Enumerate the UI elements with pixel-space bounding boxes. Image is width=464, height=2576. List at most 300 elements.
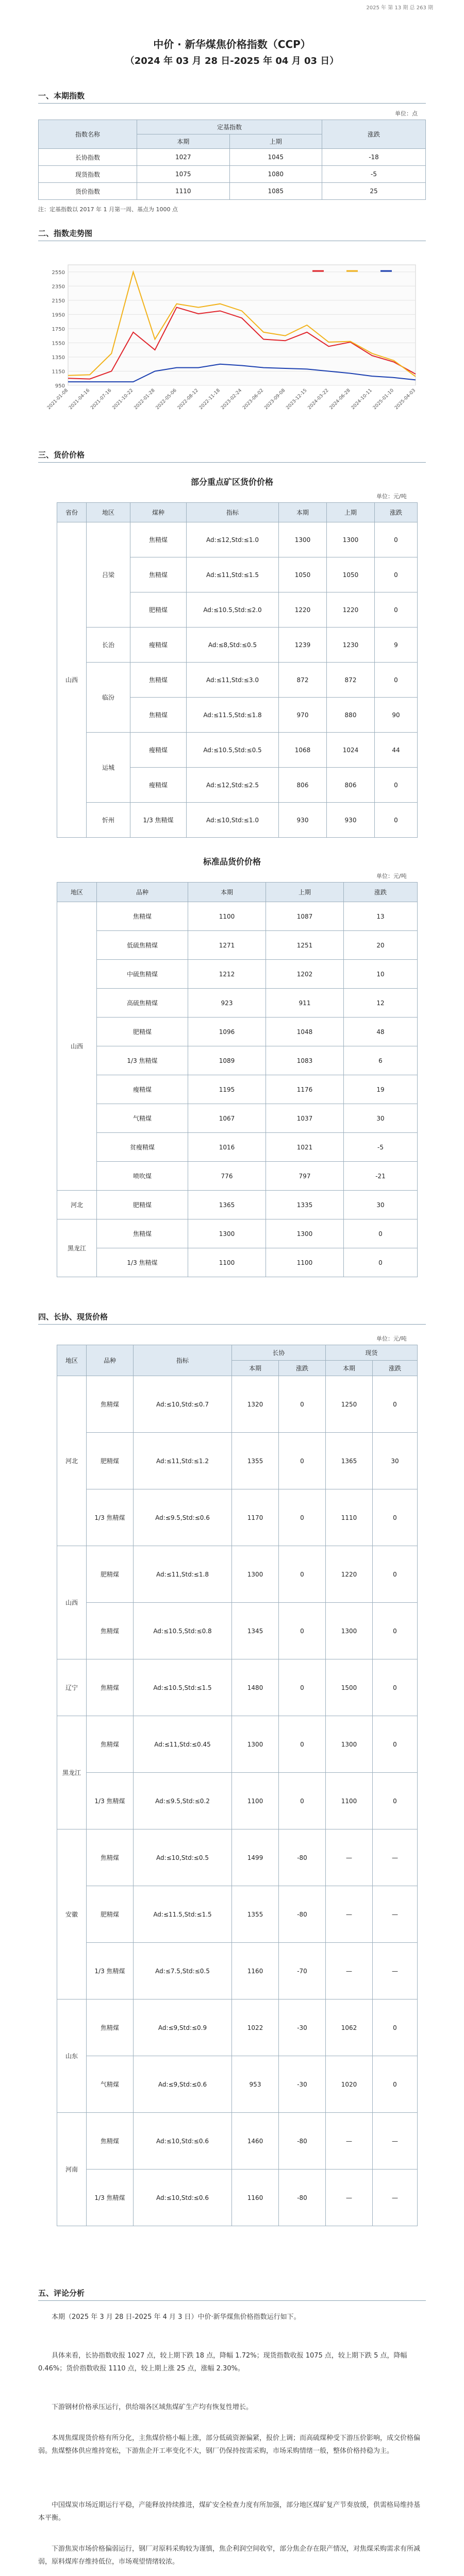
col-contract-current: 本期 [232,1361,279,1376]
variety-cell: 中硫焦精煤 [97,960,188,989]
variety-cell: 焦精煤 [87,1659,134,1716]
variety-cell: 焦精煤 [87,1716,134,1773]
col-variety: 品种 [97,883,188,902]
spot-current-cell: 1220 [326,1546,373,1603]
change-cell: 0 [375,592,418,628]
standard-table-unit: 单位：元/吨 [376,873,407,879]
previous-cell: 1087 [266,902,344,931]
previous-cell: 1202 [266,960,344,989]
table-row [39,149,426,166]
index-change: 25 [322,183,426,200]
change-cell: 48 [344,1018,418,1046]
contract-change-cell: -70 [279,1943,326,1999]
table-row [57,1018,418,1046]
spec-cell: Ad:≤11,Std:≤3.0 [187,663,279,698]
x-tick-label: 2024-03-22 [307,388,330,411]
col-contract-change: 涨跌 [279,1361,326,1376]
change-cell: 90 [375,698,418,733]
x-tick-label: 2024-06-28 [328,388,352,411]
change-cell: 0 [344,1248,418,1277]
contract-change-cell: 0 [279,1659,326,1716]
region-cell: 山西 [57,902,97,1191]
table-row [57,1133,418,1162]
current-cell: 1212 [188,960,266,989]
spot-change-cell: 0 [373,1603,418,1659]
section-4-title: 四、长协、现货价格 [38,1312,108,1321]
spot-current-cell: 1020 [326,2056,373,2113]
coal-cell: 1/3 焦精煤 [130,803,187,838]
spot-change-cell: — [373,1886,418,1943]
section-2-title: 二、指数走势图 [38,229,93,238]
contract-change-cell: 0 [279,1773,326,1829]
table-row [57,1162,418,1191]
table-row [39,183,426,200]
x-tick-label: 2021-01-08 [46,388,70,411]
change-cell: 0 [375,663,418,698]
fixed-base-header: 定基指数 [137,120,322,134]
table-row [57,628,418,663]
x-tick-label: 2021-04-16 [68,388,91,411]
previous-cell: 1230 [327,628,375,663]
current-cell: 1365 [188,1191,266,1219]
current-cell: 1016 [188,1133,266,1162]
x-tick-label: 2022-05-06 [155,388,178,411]
col-region: 地区 [57,883,97,902]
change-cell: 19 [344,1075,418,1104]
spot-change-cell: 0 [373,1716,418,1773]
variety-cell: 肥精煤 [97,1018,188,1046]
coal-cell: 焦精煤 [130,557,187,592]
table-row [57,1191,418,1219]
table-row [57,960,418,989]
coal-cell: 瘦精煤 [130,628,187,663]
spec-cell: Ad:≤10.5,Std:≤0.8 [134,1603,232,1659]
change-cell: 0 [344,1219,418,1248]
region-cell: 吕梁 [87,522,130,628]
index-change-header: 涨跌 [322,120,426,149]
previous-cell: 1048 [266,1018,344,1046]
index-previous: 1045 [229,149,322,166]
spec-cell: Ad:≤11,Std:≤1.5 [187,557,279,592]
col-change: 涨跌 [375,503,418,522]
index-previous: 1080 [229,166,322,183]
col-variety: 品种 [87,1345,134,1376]
spec-cell: Ad:≤11.5,Std:≤1.5 [134,1886,232,1943]
variety-cell: 1/3 焦精煤 [87,1489,134,1546]
variety-cell: 1/3 焦精煤 [97,1248,188,1277]
table-row [57,803,418,838]
spot-current-cell: — [326,1943,373,1999]
spot-current-cell: 1300 [326,1603,373,1659]
analysis-paragraph-6: 下游焦炭市场价格偏弱运行，钢厂对原料采购较为谨慎，焦企利润空间收窄，部分焦企存在限产情况，对焦煤采购需求有所减弱，原料煤库存维持低位，市场观望情绪较浓。 [38,2545,421,2566]
spot-change-cell: 30 [373,1433,418,1489]
spot-current-cell: — [326,2113,373,2170]
col-spot-current: 本期 [326,1361,373,1376]
previous-cell: 1021 [266,1133,344,1162]
x-tick-label: 2021-07-16 [90,388,113,411]
change-cell: 0 [375,768,418,803]
index-change: -5 [322,166,426,183]
report-title: 中价 · 新华煤焦价格指数（CCP） [153,38,311,50]
spec-cell: Ad:≤12,Std:≤1.0 [187,522,279,557]
x-tick-label: 2022-08-12 [176,388,200,411]
spec-cell: Ad:≤9,Std:≤0.9 [134,1999,232,2056]
index-trend-chart [38,258,426,417]
change-cell: 30 [344,1191,418,1219]
coal-cell: 瘦精煤 [130,768,187,803]
table-row [57,2170,418,2226]
table-row [57,1773,418,1829]
y-tick-label: 1350 [52,354,65,361]
previous-cell: 1220 [327,592,375,628]
variety-cell: 焦精煤 [87,1603,134,1659]
coal-cell: 焦精煤 [130,663,187,698]
previous-cell: 1037 [266,1104,344,1133]
spot-current-cell: 1300 [326,1716,373,1773]
y-tick-label: 2350 [52,284,65,290]
issue-info: 2025 年 第 13 期 总 263 期 [366,5,433,11]
index-name: 货价指数 [39,183,137,200]
x-tick-label: 2022-01-28 [133,388,156,411]
x-tick-label: 2025-04-03 [394,388,417,411]
region-cell: 河南 [57,2113,87,2226]
report-subtitle: （2024 年 03 月 28 日-2025 年 04 月 03 日） [125,56,339,66]
index-current: 1027 [137,149,230,166]
variety-cell: 焦精煤 [97,902,188,931]
table-row [57,1546,418,1603]
col-spot-change: 涨跌 [373,1361,418,1376]
contract-current-cell: 1499 [232,1829,279,1886]
table-row [57,902,418,931]
region-cell: 辽宁 [57,1659,87,1716]
table-row [57,1659,418,1716]
change-cell: 9 [375,628,418,663]
index-current: 1075 [137,166,230,183]
spec-cell: Ad:≤11.5,Std:≤1.8 [187,698,279,733]
spot-change-cell: 0 [373,1376,418,1433]
region-cell: 河北 [57,1191,97,1219]
table-row [57,1248,418,1277]
previous-cell: 1251 [266,931,344,960]
current-cell: 970 [279,698,327,733]
contract-change-cell: 0 [279,1603,326,1659]
variety-cell: 焦精煤 [87,2113,134,2170]
spec-cell: Ad:≤11,Std:≤1.8 [134,1546,232,1603]
current-cell: 1096 [188,1018,266,1046]
table-row [57,1603,418,1659]
change-cell: 0 [375,557,418,592]
spec-cell: Ad:≤10,Std:≤0.7 [134,1376,232,1433]
col-region: 地区 [57,1345,87,1376]
variety-cell: 高硫焦精煤 [97,989,188,1018]
x-tick-label: 2021-10-22 [111,388,135,411]
y-tick-label: 2550 [52,269,65,276]
y-tick-label: 2150 [52,298,65,304]
spot-change-cell: 0 [373,1659,418,1716]
coal-cell: 瘦精煤 [130,733,187,768]
spot-change-cell: 0 [373,1546,418,1603]
current-cell: 1100 [188,902,266,931]
index-previous: 1085 [229,183,322,200]
x-tick-label: 2023-06-02 [242,388,265,411]
contract-current-cell: 1022 [232,1999,279,2056]
analysis-paragraph-3: 下游钢材价格承压运行，供给端各区域焦煤矿生产均有恢复性增长。 [52,2403,253,2411]
spec-cell: Ad:≤9.5,Std:≤0.2 [134,1773,232,1829]
col-spec: 指标 [134,1345,232,1376]
province-cell: 山西 [57,522,87,838]
contract-current-cell: 1355 [232,1886,279,1943]
spot-change-cell: 0 [373,2056,418,2113]
current-cell: 806 [279,768,327,803]
variety-cell: 肥精煤 [97,1191,188,1219]
previous-cell: 1024 [327,733,375,768]
spec-cell: Ad:≤9.5,Std:≤0.6 [134,1489,232,1546]
previous-header: 上期 [229,134,322,149]
contract-current-cell: 953 [232,2056,279,2113]
contract-change-cell: -80 [279,1886,326,1943]
standard-table-caption: 标准品货价价格 [203,857,261,867]
y-tick-label: 950 [55,383,65,389]
variety-cell: 焦精煤 [97,1219,188,1248]
x-tick-label: 2022-11-18 [198,388,221,411]
change-cell: -5 [344,1133,418,1162]
index-note: 注：定基指数以 2017 年 1 月第一周、基点为 1000 点 [38,206,178,213]
change-cell: 30 [344,1104,418,1133]
spec-cell: Ad:≤10.5,Std:≤0.5 [187,733,279,768]
region-cell: 山西 [57,1546,87,1659]
change-cell: 20 [344,931,418,960]
spec-cell: Ad:≤10,Std:≤0.6 [134,2113,232,2170]
table-row [57,931,418,960]
spot-current-cell: — [326,1829,373,1886]
index-table-unit: 单位：点 [395,110,418,117]
table-row [57,1943,418,1999]
contract-current-cell: 1100 [232,1773,279,1829]
contract-change-cell: 0 [279,1716,326,1773]
previous-cell: 911 [266,989,344,1018]
contract-change-cell: -30 [279,1999,326,2056]
spot-current-cell: 1110 [326,1489,373,1546]
contract-current-cell: 1320 [232,1376,279,1433]
col-current: 本期 [188,883,266,902]
spot-change-cell: 0 [373,1773,418,1829]
change-cell: 10 [344,960,418,989]
region-cell: 河北 [57,1376,87,1546]
current-cell: 1300 [279,522,327,557]
spot-change-cell: — [373,2170,418,2226]
col-region: 地区 [87,503,130,522]
change-cell: 6 [344,1046,418,1075]
spec-cell: Ad:≤10,Std:≤1.0 [187,803,279,838]
spec-cell: Ad:≤11,Std:≤0.45 [134,1716,232,1773]
col-previous: 上期 [266,883,344,902]
table-row [57,663,418,698]
spec-cell: Ad:≤8,Std:≤0.5 [187,628,279,663]
contract-change-cell: -80 [279,2113,326,2170]
contract-change-cell: 0 [279,1489,326,1546]
regional-table-caption: 部分重点矿区货价价格 [190,477,273,487]
section-4-rule [38,1324,426,1325]
contract-change-cell: -80 [279,2170,326,2226]
section-3-rule [38,462,426,463]
table-row [57,2056,418,2113]
region-cell: 黑龙江 [57,1219,97,1277]
current-cell: 1068 [279,733,327,768]
y-tick-label: 1750 [52,326,65,332]
current-cell: 1067 [188,1104,266,1133]
spec-cell: Ad:≤10.5,Std:≤1.5 [134,1659,232,1716]
current-header: 本期 [137,134,230,149]
contract-current-cell: 1170 [232,1489,279,1546]
index-table [38,120,426,200]
variety-cell: 贫瘦精煤 [97,1133,188,1162]
regional-price-table [57,502,418,838]
spec-cell: Ad:≤12,Std:≤2.5 [187,768,279,803]
table-row [57,1489,418,1546]
table-row [57,1075,418,1104]
col-spot: 现货 [326,1345,418,1361]
spot-current-cell: 1250 [326,1376,373,1433]
index-change: -18 [322,149,426,166]
variety-cell: 1/3 焦精煤 [87,1943,134,1999]
contract-current-cell: 1160 [232,1943,279,1999]
x-tick-label: 2023-12-15 [285,388,308,411]
contract-change-cell: 0 [279,1433,326,1489]
current-cell: 1239 [279,628,327,663]
variety-cell: 低硫焦精煤 [97,931,188,960]
coal-cell: 焦精煤 [130,698,187,733]
variety-cell: 肥精煤 [87,1433,134,1489]
previous-cell: 1176 [266,1075,344,1104]
region-cell: 山东 [57,1999,87,2113]
contract-change-cell: 0 [279,1376,326,1433]
table-row [57,1829,418,1886]
change-cell: 12 [344,989,418,1018]
current-cell: 1195 [188,1075,266,1104]
index-current: 1110 [137,183,230,200]
region-cell: 忻州 [87,803,130,838]
table-row [57,1886,418,1943]
previous-cell: 1300 [327,522,375,557]
region-cell: 运城 [87,733,130,803]
table-row [57,2113,418,2170]
variety-cell: 气精煤 [87,2056,134,2113]
current-cell: 1271 [188,931,266,960]
variety-cell: 焦精煤 [87,1829,134,1886]
change-cell: 44 [375,733,418,768]
table-row [57,733,418,768]
spot-current-cell: 1100 [326,1773,373,1829]
spot-current-cell: — [326,2170,373,2226]
contract-current-cell: 1460 [232,2113,279,2170]
section-5-title: 五、评论分析 [38,2289,85,2298]
region-cell: 黑龙江 [57,1716,87,1829]
contract-change-cell: -30 [279,2056,326,2113]
col-province: 省份 [57,503,87,522]
spot-change-cell: — [373,1943,418,1999]
variety-cell: 肥精煤 [87,1886,134,1943]
region-cell: 长治 [87,628,130,663]
variety-cell: 焦精煤 [87,1999,134,2056]
index-name: 现货指数 [39,166,137,183]
col-change: 涨跌 [344,883,418,902]
previous-cell: 930 [327,803,375,838]
section-1-rule [38,103,426,104]
contract-current-cell: 1355 [232,1433,279,1489]
current-cell: 1100 [188,1248,266,1277]
analysis-paragraph-5: 中国煤炭市场近期运行平稳，产能释放持续推进，煤矿安全检查力度有所加强，部分地区煤矿复产节奏放缓，供需格局维持基本平衡。 [38,2501,421,2522]
change-cell: 13 [344,902,418,931]
variety-cell: 1/3 焦精煤 [87,1773,134,1829]
previous-cell: 1100 [266,1248,344,1277]
region-cell: 安徽 [57,1829,87,1999]
table-row [57,522,418,557]
previous-cell: 872 [327,663,375,698]
analysis-paragraph-4: 本周焦煤现货价格有所分化，主焦煤价格小幅上涨，部分低硫资源偏紧，报价上调；而高硫煤种受下游压价影响，成交价格偏弱。焦煤整体供应维持宽松，下游焦企开工率变化不大，钢厂仍保持按需采购，市场采购情绪一般，整体价格持稳为主。 [38,2434,421,2455]
table-row [57,1716,418,1773]
contract-current-cell: 1345 [232,1603,279,1659]
coal-cell: 肥精煤 [130,592,187,628]
index-name: 长协指数 [39,149,137,166]
col-spec: 指标 [187,503,279,522]
spec-cell: Ad:≤9,Std:≤0.6 [134,2056,232,2113]
change-cell: -21 [344,1162,418,1191]
previous-cell: 1335 [266,1191,344,1219]
table-row [57,1433,418,1489]
section-5-rule [38,2300,426,2301]
col-coal: 煤种 [130,503,187,522]
table-row [57,1219,418,1248]
contract-current-cell: 1300 [232,1546,279,1603]
section-1-title: 一、本期指数 [38,91,85,100]
current-cell: 776 [188,1162,266,1191]
plot-area [68,265,416,385]
table-row [39,166,426,183]
spot-current-cell: 1062 [326,1999,373,2056]
x-tick-label: 2024-10-11 [350,388,373,411]
spec-cell: Ad:≤10.5,Std:≤2.0 [187,592,279,628]
spec-cell: Ad:≤7.5,Std:≤0.5 [134,1943,232,1999]
table-row [57,1376,418,1433]
spot-current-cell: 1365 [326,1433,373,1489]
spot-change-cell: 0 [373,1999,418,2056]
analysis-paragraph-1: 本期（2025 年 3 月 28 日-2025 年 4 月 3 日）中价·新华煤焦价格指数运行如下。 [52,2313,301,2321]
analysis-paragraph-2: 具体来看，长协指数收报 1027 点，较上期下跌 18 点，降幅 1.72%；现货指数收报 1075 点，较上期下跌 5 点，降幅 0.46%；货价指数收报 1110 点，较上期上涨 25 点，涨幅 2.30%。 [38,2352,407,2372]
current-cell: 930 [279,803,327,838]
previous-cell: 797 [266,1162,344,1191]
index-name-header: 指数名称 [39,120,137,149]
table-row [57,989,418,1018]
spot-change-cell: — [373,1829,418,1886]
current-cell: 1300 [188,1219,266,1248]
x-tick-label: 2023-02-24 [220,388,243,411]
spec-cell: Ad:≤11,Std:≤1.2 [134,1433,232,1489]
spot-current-cell: 1500 [326,1659,373,1716]
regional-table-unit: 单位：元/吨 [376,493,407,500]
y-tick-label: 1550 [52,341,65,347]
variety-cell: 瘦精煤 [97,1075,188,1104]
spot-change-cell: — [373,2113,418,2170]
spec-cell: Ad:≤10,Std:≤0.6 [134,2170,232,2226]
contract-change-cell: 0 [279,1546,326,1603]
spec-cell: Ad:≤10,Std:≤0.5 [134,1829,232,1886]
col-current: 本期 [279,503,327,522]
y-tick-label: 1150 [52,369,65,375]
current-cell: 1050 [279,557,327,592]
contract-spot-table [57,1345,418,2226]
y-tick-label: 1950 [52,312,65,318]
current-cell: 872 [279,663,327,698]
